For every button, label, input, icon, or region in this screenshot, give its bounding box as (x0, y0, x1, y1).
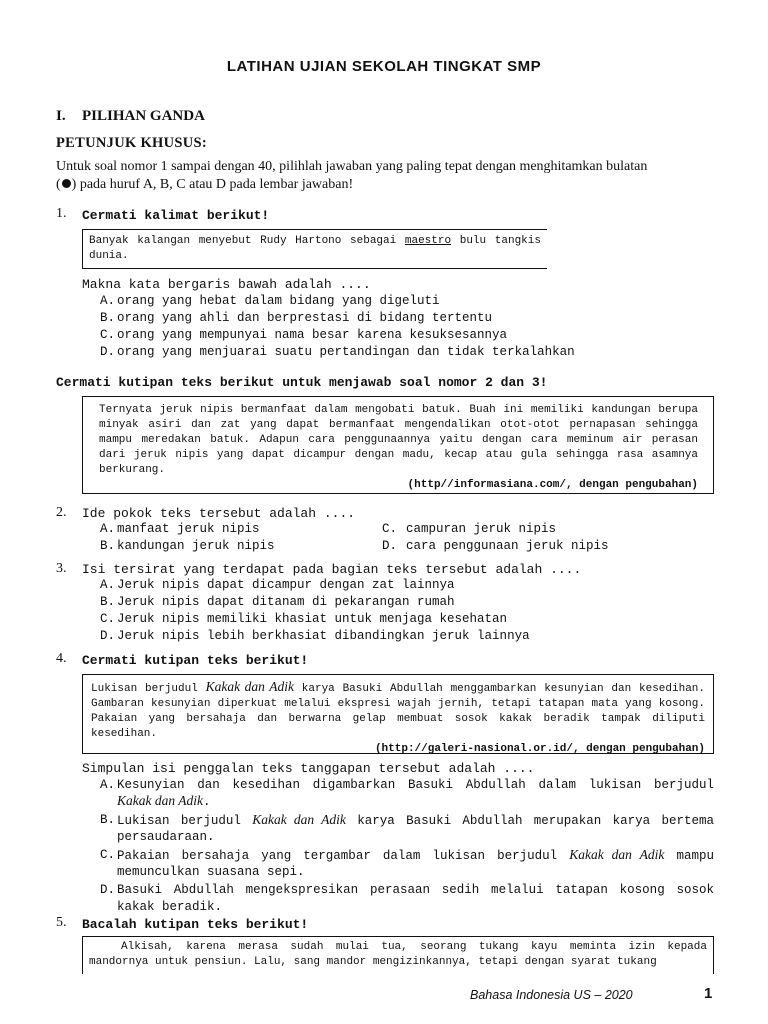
q3-option-d (100, 628, 530, 645)
section-label: PILIHAN GANDA (82, 108, 205, 124)
q4-option-c (100, 847, 714, 880)
q4-quote-pre: Lukisan berjudul (91, 683, 206, 695)
option-text: orang yang menjuarai suatu pertandingan dan tidak terkalahkan (117, 345, 575, 359)
option-label: A. (100, 522, 116, 536)
q1-option-b (100, 310, 575, 327)
q3-options (100, 577, 530, 645)
option-text: Jeruk nipis lebih berkhasiat dibandingkan jeruk lainnya (117, 629, 530, 643)
option-text: campuran jeruk nipis (406, 522, 557, 536)
q3-option-b (100, 594, 530, 611)
instructions-line-1: Untuk soal nomor 1 sampai dengan 40, pilihlah jawaban yang paling tepat dengan menghitamkan bulatan (56, 159, 648, 174)
option-label: D. (382, 539, 398, 553)
q1-stem: Makna kata bergaris bawah adalah .... (82, 277, 371, 292)
option-text: Kesunyian dan kesedihan digambarkan Basuki Abdullah dalam lukisan berjudul (117, 778, 714, 792)
q1-quote-box (82, 229, 547, 269)
q2-option-c (382, 521, 556, 538)
q2-3-quote-box (82, 396, 714, 494)
option-text-end: . (202, 795, 211, 809)
q3-number: 3. (56, 561, 67, 576)
q5-quote-text: Alkisah, karena merasa sudah mulai tua, seorang tukang kayu meminta izin kepada mandornya untuk pensiun. Lalu, sang mandor mengizinkannya, tetapi dengan syarat tukang (89, 941, 707, 968)
q1-quote-pre: Banyak kalangan menyebut Rudy Hartono sebagai (89, 235, 405, 247)
q4-options (100, 777, 714, 915)
q4-source: (http://galeri-nasional.or.id/, dengan pengubahan) (374, 743, 705, 755)
option-text: orang yang hebat dalam bidang yang digeluti (117, 294, 440, 308)
option-text: Jeruk nipis dapat dicampur dengan zat lainnya (117, 578, 455, 592)
option-text-end: karya Basuki Abdullah merupakan karya bertema persaudaraan. (117, 814, 714, 844)
footer-subject: Bahasa Indonesia US – 2020 (470, 988, 633, 1002)
option-text-end: mampu memunculkan suasana sepi. (117, 849, 714, 879)
option-label: C. (100, 848, 116, 862)
q4-quote-post: karya Basuki Abdullah menggambarkan kesunyian dan kesedihan. Gambaran kesunyian diperkuat melalui ekspresi wajah jernih, tetapi tatapan mata yang kosong. Pakaian yang bersahaja dan berwarna gelap membuat sosok kakak beradik tampak diliputi kesedihan. (91, 683, 706, 740)
q4-number: 4. (56, 651, 67, 666)
q4-option-b (100, 812, 714, 845)
q2-3-intro: Cermati kutipan teks berikut untuk menjawab soal nomor 2 dan 3! (56, 375, 548, 390)
q5-quote-box (82, 936, 714, 974)
q1-option-a (100, 293, 575, 310)
filled-circle-icon (62, 179, 71, 188)
q5-number: 5. (56, 915, 67, 930)
q2-option-a (100, 521, 260, 538)
option-text: Pakaian bersahaja yang tergambar dalam lukisan berjudul (117, 849, 570, 863)
q2-3-source: (http//informasiana.com/, dengan pengubahan) (407, 479, 698, 491)
q1-options (100, 293, 575, 361)
q1-number: 1. (56, 206, 67, 221)
option-text: Lukisan berjudul (117, 814, 253, 828)
option-text: manfaat jeruk nipis (117, 522, 260, 536)
q2-3-quote-text: Ternyata jeruk nipis bermanfaat dalam mengobati batuk. Buah ini memiliki kandungan berupa minyak asiri dan zat yang dapat bermanfaat mengendalikan otot-otot pernapasan sehingga mampu meredakan batuk. Adapun cara penggunaannya yaitu dengan cara meminum air perasan dari jeruk nipis yang dapat dicampur dengan madu, kecap atau gula sehingga rasa asamnya berkurang. (99, 404, 698, 476)
option-label: B. (100, 539, 116, 553)
q3-option-c (100, 611, 530, 628)
option-label: D. (100, 883, 116, 897)
option-text: orang yang ahli dan berprestasi di bidang tertentu (117, 311, 493, 325)
q4-heading: Cermati kutipan teks berikut! (82, 653, 309, 668)
option-title: Kakak dan Adik (117, 793, 203, 808)
option-label: C. (100, 612, 116, 626)
q2-stem: Ide pokok teks tersebut adalah .... (82, 506, 356, 521)
option-text: kandungan jeruk nipis (117, 539, 275, 553)
option-label: C. (382, 522, 398, 536)
instructions-text (56, 158, 716, 194)
q1-heading: Cermati kalimat berikut! (82, 208, 270, 223)
option-title: Kakak dan Adik (569, 847, 665, 862)
option-text: Jeruk nipis dapat ditanam di pekarangan rumah (117, 595, 455, 609)
option-label: A. (100, 294, 116, 308)
q4-option-a (100, 777, 714, 810)
q4-option-d (100, 882, 714, 915)
q4-quote-box (82, 674, 714, 754)
q1-option-c (100, 327, 575, 344)
option-title: Kakak dan Adik (252, 812, 346, 827)
option-label: B. (100, 813, 116, 827)
q4-quote-text (91, 679, 705, 742)
page-title: LATIHAN UJIAN SEKOLAH TINGKAT SMP (226, 58, 542, 75)
option-label: D. (100, 345, 116, 359)
instructions-line-2-text: ) pada huruf A, B, C atau D pada lembar jawaban! (71, 177, 354, 192)
page-number: 1 (704, 985, 713, 1002)
q3-option-a (100, 577, 530, 594)
section-heading (56, 108, 205, 125)
q2-option-d (382, 538, 609, 555)
option-label: C. (100, 328, 116, 342)
option-label: A. (100, 578, 116, 592)
section-number: I. (56, 108, 66, 124)
option-label: B. (100, 311, 116, 325)
q1-option-d (100, 344, 575, 361)
q2-options (100, 521, 720, 557)
option-text: Basuki Abdullah mengekspresikan perasaan sedih melalui tatapan kosong sosok kakak beradik. (117, 883, 714, 914)
q1-underlined-word: maestro (404, 235, 452, 247)
option-text: orang yang mempunyai nama besar karena kesuksesannya (117, 328, 508, 342)
q5-heading: Bacalah kutipan teks berikut! (82, 917, 309, 932)
q2-number: 2. (56, 505, 67, 520)
instructions-line-2 (56, 176, 716, 194)
option-text: cara penggunaan jeruk nipis (406, 539, 609, 553)
q3-stem: Isi tersirat yang terdapat pada bagian teks tersebut adalah .... (82, 562, 582, 577)
q1-quote-post: bulu tangkis dunia. (89, 235, 541, 262)
q4-painting-title: Kakak dan Adik (205, 679, 294, 694)
option-label: D. (100, 629, 116, 643)
option-text: Jeruk nipis memiliki khasiat untuk menjaga kesehatan (117, 612, 508, 626)
paren-open: ( (56, 177, 61, 192)
q2-option-b (100, 538, 275, 555)
option-label: B. (100, 595, 116, 609)
instructions-label: PETUNJUK KHUSUS: (56, 135, 208, 151)
option-label: A. (100, 778, 116, 792)
q4-stem: Simpulan isi penggalan teks tanggapan tersebut adalah .... (82, 761, 535, 776)
